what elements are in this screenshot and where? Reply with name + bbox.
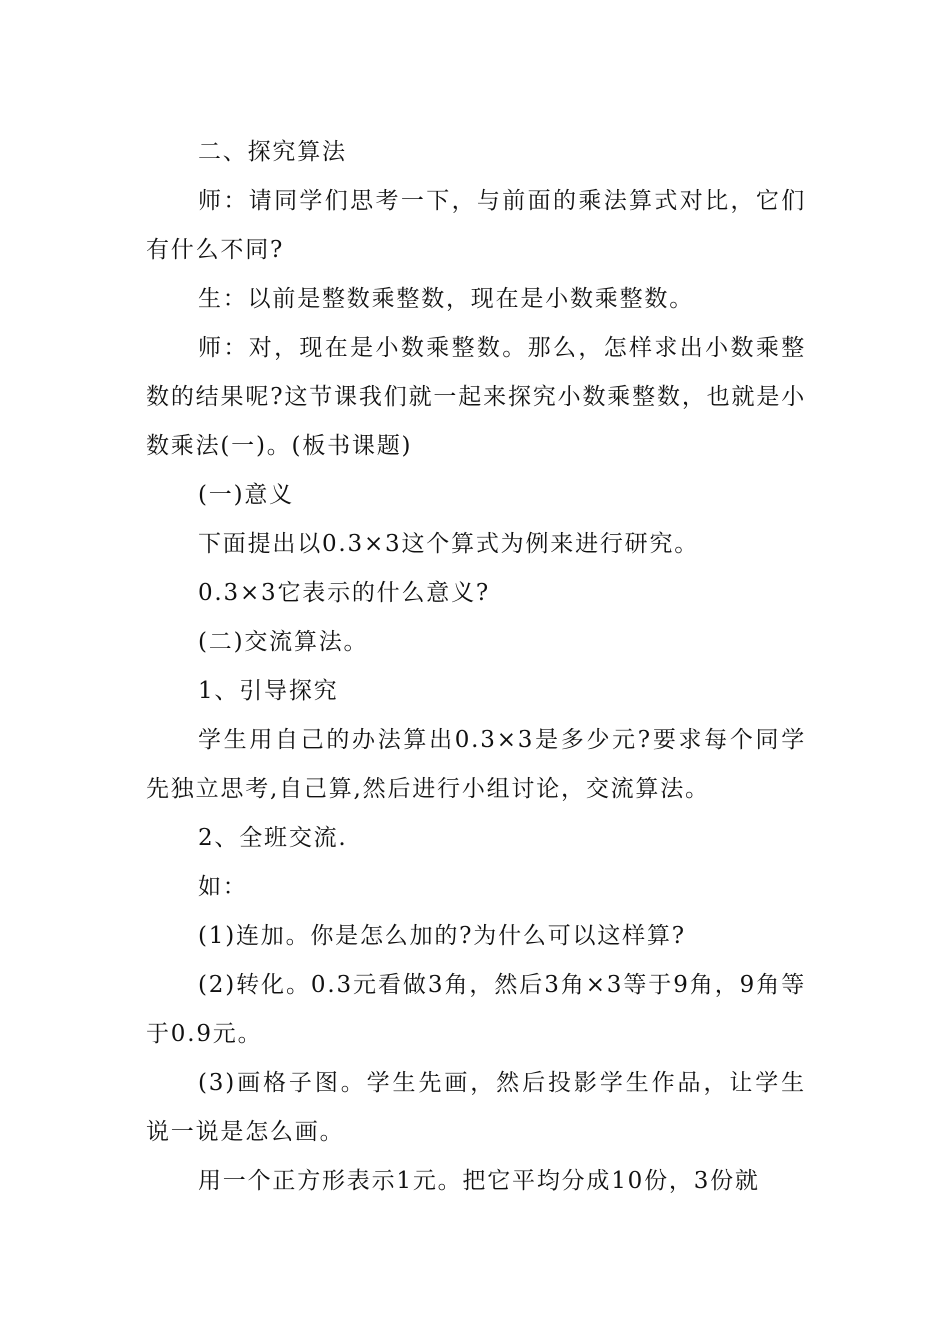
paragraph: 师：对，现在是小数乘整数。那么，怎样求出小数乘整数的结果呢?这节课我们就一起来探究小数乘整数，也就是小数乘法(一)。(板书课题) <box>146 335 806 459</box>
document-body <box>146 128 806 1206</box>
paragraph: 如： <box>198 874 248 900</box>
step-heading: 2、全班交流. <box>198 825 348 851</box>
paragraph: 用一个正方形表示1元。把它平均分成10份，3份就 <box>198 1168 760 1194</box>
section-heading: 二、探究算法 <box>198 139 347 165</box>
list-item: (1)连加。你是怎么加的?为什么可以这样算? <box>198 923 686 949</box>
paragraph: 师：请同学们思考一下，与前面的乘法算式对比，它们有什么不同? <box>146 188 806 263</box>
paragraph: 下面提出以0.3×3这个算式为例来进行研究。 <box>198 531 700 557</box>
paragraph: 学生用自己的办法算出0.3×3是多少元?要求每个同学先独立思考,自己算,然后进行小组讨论，交流算法。 <box>146 727 806 802</box>
list-item: (3)画格子图。学生先画，然后投影学生作品，让学生说一说是怎么画。 <box>146 1070 806 1145</box>
list-item: (2)转化。0.3元看做3角，然后3角×3等于9角，9角等于0.9元。 <box>146 972 806 1047</box>
step-heading: 1、引导探究 <box>198 678 339 704</box>
subsection-heading: (一)意义 <box>198 482 294 508</box>
paragraph: 0.3×3它表示的什么意义? <box>198 580 491 606</box>
subsection-heading: (二)交流算法。 <box>198 629 369 655</box>
paragraph: 生：以前是整数乘整数，现在是小数乘整数。 <box>198 286 694 312</box>
